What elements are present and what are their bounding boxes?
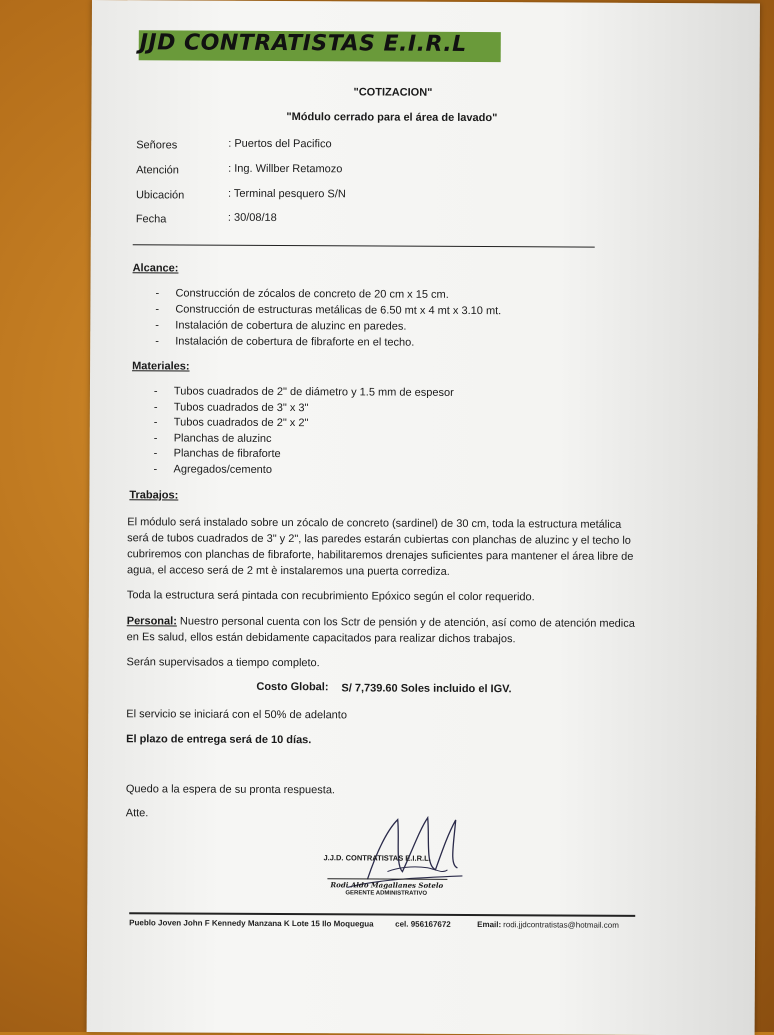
inicio-text: El servicio se iniciará con el 50% de adelanto — [126, 708, 348, 722]
bullet-dash: - — [155, 287, 160, 300]
bullet-dash: - — [155, 319, 160, 332]
pintura-text: Toda la estructura será pintada con recubrimiento Epóxico según el color requerido. — [126, 589, 535, 604]
document-page — [87, 0, 760, 1035]
signature-title: GERENTE ADMINISTRATIVO — [345, 890, 428, 897]
atte-text: Atte. — [125, 807, 149, 820]
closing-text: Quedo a la espera de su pronta respuesta. — [125, 783, 336, 797]
bullet-dash: - — [155, 335, 159, 348]
personal-label: Personal: — [126, 615, 177, 628]
field-value-ubicacion: : Terminal pesquero S/N — [227, 187, 346, 201]
field-value-atencion: : Ing. Willber Retamozo — [228, 162, 343, 176]
signature-name: Rodi Aldo Magallanes Sotelo — [330, 880, 444, 890]
footer-phone: cel. 956167672 — [395, 919, 451, 929]
costo-value: S/ 7,739.60 Soles incluido el IGV. — [341, 682, 512, 696]
footer-email: rodi.jjdcontratistas@hotmail.com — [503, 920, 619, 930]
trabajos-line: será de tubos cuadrados de 3" y 2", las paredes estarán cubiertas con planchas de aluzinc y el techo lo — [127, 532, 631, 547]
document-type: "COTIZACION" — [353, 86, 433, 99]
signature-company: J.J.D. CONTRATISTAS E.I.R.L. — [323, 853, 431, 863]
alcance-item: Instalación de cobertura de fibraforte en el techo. — [175, 335, 415, 349]
bullet-dash: - — [153, 432, 158, 445]
field-value-senores: : Puertos del Pacifico — [228, 137, 332, 151]
trabajos-title: Trabajos: — [129, 489, 179, 502]
field-label-fecha: Fecha — [135, 213, 167, 226]
field-label-ubicacion: Ubicación — [135, 189, 185, 202]
alcance-item: Construcción de estructuras metálicas de 6.50 mt x 4 mt x 3.10 mt. — [175, 303, 502, 318]
bullet-dash: - — [153, 416, 158, 429]
materiales-item: Agregados/cemento — [173, 463, 273, 476]
materiales-item: Tubos cuadrados de 2" de diámetro y 1.5 mm de espesor — [173, 385, 454, 399]
trabajos-line: agua, el acceso será de 2 mt è instalaremos una puerta corrediza. — [126, 564, 450, 578]
bullet-dash: - — [153, 447, 158, 460]
document-subject: "Módulo cerrado para el área de lavado" — [286, 111, 498, 125]
alcance-item: Construcción de zócalos de concreto de 20 cm x 15 cm. — [175, 287, 449, 301]
materiales-item: Planchas de fibraforte — [173, 447, 281, 460]
materiales-item: Tubos cuadrados de 3" x 3" — [173, 401, 309, 415]
trabajos-line: El módulo será instalado sobre un zócalo de concreto (sardinel) de 30 cm, toda la estructura metálica — [127, 516, 622, 531]
materiales-item: Planchas de aluzinc — [173, 432, 272, 445]
bullet-dash: - — [153, 401, 158, 414]
footer-address: Pueblo Joven John F Kennedy Manzana K Lote 15 Ilo Moquegua — [129, 918, 374, 929]
trabajos-line: cubriremos con planchas de fibraforte, habilitaremos drenajes suficientes para mantener el área libre de — [127, 548, 634, 563]
bullet-dash: - — [153, 463, 158, 476]
alcance-item: Instalación de cobertura de aluzinc en paredes. — [175, 319, 407, 333]
field-value-fecha: : 30/08/18 — [227, 211, 277, 224]
bullet-dash: - — [153, 385, 158, 398]
costo-label: Costo Global: — [256, 680, 329, 694]
personal-text: Nuestro personal cuenta con los Sctr de pensión y de atención, así como de atención medica — [176, 615, 635, 630]
header-divider — [133, 244, 595, 247]
field-label-senores: Señores — [136, 139, 178, 152]
supervision-text: Serán supervisados a tiempo completo. — [126, 656, 320, 670]
bullet-dash: - — [155, 303, 160, 316]
field-label-atencion: Atención — [136, 164, 179, 177]
footer-rule — [129, 912, 635, 917]
footer-email-label: Email: — [477, 920, 502, 930]
materiales-item: Tubos cuadrados de 2" x 2" — [173, 416, 309, 430]
materiales-title: Materiales: — [132, 360, 190, 373]
company-logo: JJD CONTRATISTAS E.I.R.L — [139, 30, 467, 57]
personal-line2: en Es salud, ellos están debidamente capacitados para realizar dichos trabajos. — [126, 631, 516, 646]
plazo-text: El plazo de entrega será de 10 días. — [126, 733, 312, 747]
alcance-title: Alcance: — [132, 262, 179, 275]
